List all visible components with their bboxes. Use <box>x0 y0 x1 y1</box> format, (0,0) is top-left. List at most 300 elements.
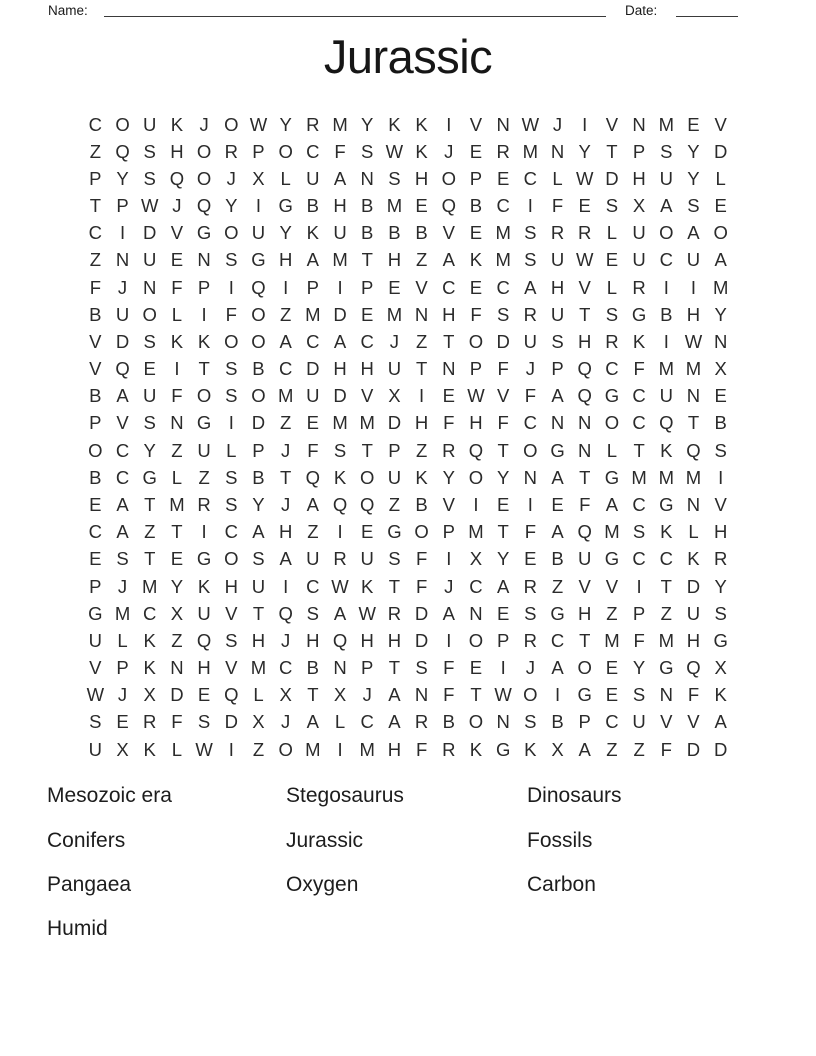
grid-cell: P <box>469 167 483 189</box>
grid-cell: V <box>170 222 184 244</box>
grid-cell: V <box>116 412 129 434</box>
grid-cell: U <box>387 466 402 488</box>
grid-cell: V <box>225 657 238 679</box>
grid-cell: A <box>714 249 727 271</box>
grid-cell: L <box>334 711 346 733</box>
grid-cell: A <box>496 575 510 597</box>
grid-cell: T <box>687 412 700 434</box>
grid-cell: A <box>660 195 673 217</box>
grid-cell: R <box>578 222 592 244</box>
grid-cell: M <box>332 113 348 135</box>
grid-cell: C <box>306 330 320 352</box>
grid-cell: E <box>361 521 374 543</box>
grid-cell: U <box>88 629 103 651</box>
grid-cell: J <box>117 575 128 597</box>
grid-cell: G <box>631 303 647 325</box>
grid-cell: W <box>575 249 594 271</box>
grid-cell: J <box>199 113 209 135</box>
grid-cell: O <box>224 548 239 570</box>
grid-cell: S <box>524 249 537 271</box>
grid-cell: Z <box>198 466 210 488</box>
grid-cell: S <box>116 548 129 570</box>
grid-cell: B <box>388 222 401 244</box>
grid-cell: V <box>469 113 483 135</box>
grid-cell: U <box>306 385 320 407</box>
grid-cell: O <box>224 113 239 135</box>
grid-cell: H <box>170 140 184 162</box>
grid-cell: O <box>468 711 484 733</box>
grid-cell: H <box>278 521 293 543</box>
grid-cell: T <box>633 439 645 461</box>
grid-cell: J <box>389 330 400 352</box>
grid-cell: E <box>605 657 619 679</box>
grid-cell: L <box>606 222 618 244</box>
name-fill-line <box>104 1 606 17</box>
grid-cell: O <box>196 167 212 189</box>
grid-cell: A <box>333 330 347 352</box>
grid-cell: V <box>89 358 102 380</box>
word-list-column <box>286 774 527 952</box>
grid-cell: U <box>197 602 211 624</box>
grid-cell: T <box>579 466 591 488</box>
grid-cell: Y <box>279 222 292 244</box>
grid-cell: I <box>582 113 588 135</box>
grid-cell: N <box>496 113 510 135</box>
grid-cell: A <box>306 711 320 733</box>
grid-cell: P <box>469 358 483 380</box>
grid-cell: B <box>660 303 673 325</box>
grid-cell: F <box>497 358 509 380</box>
grid-cell: Y <box>279 113 292 135</box>
grid-cell: Y <box>687 140 700 162</box>
grid-cell: T <box>660 575 672 597</box>
grid-cell: T <box>388 657 401 679</box>
grid-cell: Y <box>116 167 129 189</box>
grid-cell: T <box>144 548 156 570</box>
grid-cell: I <box>174 358 180 380</box>
grid-cell: S <box>197 711 211 733</box>
grid-cell: X <box>632 195 646 217</box>
grid-cell: I <box>473 493 479 515</box>
grid-cell: P <box>578 711 591 733</box>
grid-cell: H <box>197 657 211 679</box>
grid-cell: P <box>252 439 265 461</box>
grid-cell: C <box>88 113 103 135</box>
grid-cell: Z <box>388 493 401 515</box>
grid-cell: Z <box>280 303 292 325</box>
grid-cell: C <box>278 657 293 679</box>
grid-cell: A <box>524 276 537 298</box>
grid-cell: A <box>551 385 564 407</box>
grid-cell: E <box>605 249 619 271</box>
grid-cell: I <box>255 195 262 217</box>
grid-cell: J <box>525 358 535 380</box>
grid-cell: N <box>197 249 211 271</box>
grid-cell: R <box>224 140 238 162</box>
grid-cell: G <box>577 684 592 706</box>
grid-cell: D <box>251 412 266 434</box>
grid-cell: M <box>604 521 620 543</box>
grid-cell: D <box>686 575 701 597</box>
grid-cell: D <box>143 222 157 244</box>
grid-cell: Q <box>332 493 348 515</box>
grid-cell: R <box>387 602 402 624</box>
grid-cell: D <box>333 385 347 407</box>
grid-cell: W <box>521 113 540 135</box>
word-list-item: Humid <box>47 917 108 941</box>
grid-cell: G <box>604 466 620 488</box>
grid-cell: F <box>470 303 482 325</box>
grid-cell: H <box>713 521 728 543</box>
grid-cell: F <box>524 521 536 543</box>
grid-cell: A <box>306 493 320 515</box>
grid-cell: S <box>524 602 537 624</box>
grid-cell: E <box>496 167 510 189</box>
grid-cell: S <box>333 439 347 461</box>
grid-cell: U <box>143 249 157 271</box>
grid-cell: B <box>361 195 374 217</box>
grid-cell: K <box>660 521 673 543</box>
grid-cell: H <box>333 358 347 380</box>
grid-cell: R <box>523 303 538 325</box>
grid-cell: L <box>552 167 563 189</box>
grid-cell: D <box>306 358 320 380</box>
grid-cell: P <box>632 140 646 162</box>
grid-cell: A <box>687 222 700 244</box>
grid-cell: R <box>523 575 538 597</box>
grid-cell: M <box>332 249 348 271</box>
grid-cell: C <box>523 412 538 434</box>
grid-cell: Q <box>441 195 456 217</box>
grid-cell: D <box>605 167 619 189</box>
grid-cell: X <box>279 684 292 706</box>
grid-cell: Z <box>171 629 183 651</box>
grid-cell: W <box>467 385 485 407</box>
grid-cell: B <box>442 711 455 733</box>
grid-cell: E <box>714 385 727 407</box>
grid-cell: N <box>713 330 728 352</box>
grid-cell: F <box>633 358 645 380</box>
grid-cell: S <box>225 493 238 515</box>
grid-cell: E <box>469 276 483 298</box>
grid-cell: N <box>170 412 184 434</box>
grid-cell: U <box>306 548 320 570</box>
grid-cell: O <box>88 439 103 461</box>
grid-cell: G <box>142 466 157 488</box>
grid-cell: K <box>306 222 320 244</box>
grid-cell: E <box>143 358 156 380</box>
grid-cell: L <box>606 439 618 461</box>
grid-cell: T <box>415 358 428 380</box>
grid-cell: M <box>277 385 294 407</box>
grid-cell: Y <box>496 466 510 488</box>
grid-cell: K <box>469 249 483 271</box>
grid-cell: S <box>687 195 700 217</box>
grid-cell: K <box>197 575 211 597</box>
grid-cell: I <box>527 493 533 515</box>
word-list-column <box>527 774 622 952</box>
grid-cell: Q <box>305 466 321 488</box>
grid-cell: O <box>577 657 592 679</box>
grid-cell: E <box>170 548 184 570</box>
grid-cell: U <box>578 548 592 570</box>
grid-cell: N <box>414 303 429 325</box>
grid-cell: M <box>522 140 539 162</box>
grid-cell: N <box>550 140 565 162</box>
grid-cell: E <box>714 195 727 217</box>
grid-cell: F <box>443 657 455 679</box>
grid-cell: F <box>171 276 183 298</box>
grid-cell: M <box>631 466 647 488</box>
grid-cell: P <box>89 167 102 189</box>
grid-cell: G <box>550 602 565 624</box>
grid-cell: C <box>632 548 646 570</box>
grid-cell: L <box>171 738 183 760</box>
grid-cell: A <box>578 738 591 760</box>
grid-cell: V <box>714 113 727 135</box>
grid-cell: R <box>523 629 538 651</box>
grid-cell: Q <box>251 276 266 298</box>
grid-cell: H <box>578 602 592 624</box>
grid-cell: U <box>251 222 266 244</box>
grid-cell: R <box>414 711 429 733</box>
grid-cell: E <box>469 140 483 162</box>
grid-cell: T <box>443 330 455 352</box>
grid-cell: U <box>550 303 565 325</box>
grid-cell: M <box>305 738 321 760</box>
grid-cell: Q <box>360 493 375 515</box>
grid-cell: S <box>225 629 238 651</box>
grid-cell: K <box>170 330 184 352</box>
grid-cell: U <box>143 113 157 135</box>
word-list-item: Stegosaurus <box>286 784 404 808</box>
grid-cell: G <box>495 738 511 760</box>
grid-cell: W <box>195 738 213 760</box>
grid-cell: J <box>525 657 535 679</box>
grid-cell: M <box>386 195 403 217</box>
grid-cell: S <box>496 303 510 325</box>
grid-cell: L <box>715 167 726 189</box>
grid-cell: O <box>468 330 484 352</box>
grid-cell: V <box>442 493 455 515</box>
grid-cell: A <box>605 493 619 515</box>
grid-cell: A <box>442 249 455 271</box>
grid-cell: K <box>333 466 347 488</box>
grid-cell: Z <box>171 439 183 461</box>
grid-cell: E <box>306 412 320 434</box>
grid-cell: A <box>388 711 401 733</box>
grid-cell: C <box>496 276 510 298</box>
grid-cell: O <box>224 222 239 244</box>
grid-cell: M <box>169 493 185 515</box>
grid-cell: P <box>442 521 455 543</box>
grid-cell: H <box>414 167 429 189</box>
grid-cell: F <box>579 493 591 515</box>
grid-cell: U <box>251 575 266 597</box>
grid-cell: K <box>143 657 156 679</box>
grid-cell: X <box>714 358 727 380</box>
grid-cell: E <box>89 548 102 570</box>
grid-cell: Q <box>332 629 348 651</box>
grid-cell: M <box>495 249 511 271</box>
grid-cell: F <box>171 385 183 407</box>
grid-cell: Y <box>252 493 265 515</box>
grid-cell: P <box>632 602 646 624</box>
grid-cell: I <box>527 195 533 217</box>
grid-cell: T <box>470 684 482 706</box>
grid-cell: Q <box>196 195 212 217</box>
grid-cell: K <box>197 330 211 352</box>
grid-cell: E <box>415 195 428 217</box>
grid-cell: I <box>201 303 207 325</box>
grid-cell: I <box>419 385 425 407</box>
grid-cell: K <box>170 113 184 135</box>
grid-cell: U <box>143 385 157 407</box>
grid-cell: I <box>228 738 234 760</box>
grid-cell: N <box>659 684 673 706</box>
grid-cell: O <box>196 385 212 407</box>
grid-cell: M <box>658 466 674 488</box>
grid-cell: I <box>446 113 452 135</box>
grid-cell: I <box>690 276 697 298</box>
word-list-column <box>47 774 286 952</box>
grid-cell: M <box>305 303 321 325</box>
grid-cell: J <box>552 113 563 135</box>
grid-cell: M <box>712 276 729 298</box>
grid-cell: C <box>88 521 103 543</box>
grid-cell: K <box>415 466 428 488</box>
grid-cell: O <box>196 140 212 162</box>
grid-cell: H <box>387 629 402 651</box>
grid-cell: V <box>660 711 673 733</box>
grid-cell: F <box>334 140 346 162</box>
grid-cell: C <box>632 385 646 407</box>
grid-cell: C <box>632 412 646 434</box>
grid-cell: P <box>551 358 564 380</box>
grid-cell: A <box>551 657 564 679</box>
grid-cell: Z <box>307 521 319 543</box>
grid-cell: U <box>387 358 402 380</box>
grid-cell: C <box>550 629 565 651</box>
grid-cell: U <box>659 385 673 407</box>
grid-cell: O <box>523 684 538 706</box>
grid-cell: M <box>468 521 484 543</box>
grid-cell: C <box>278 358 293 380</box>
grid-cell: P <box>361 657 374 679</box>
grid-cell: W <box>684 330 703 352</box>
grid-cell: B <box>551 548 564 570</box>
grid-cell: F <box>89 276 101 298</box>
grid-cell: C <box>306 575 320 597</box>
grid-cell: J <box>444 140 454 162</box>
grid-cell: W <box>494 684 512 706</box>
grid-cell: X <box>143 684 156 706</box>
grid-cell: K <box>714 684 727 706</box>
grid-cell: L <box>117 629 128 651</box>
grid-cell: U <box>306 167 320 189</box>
header <box>0 0 816 22</box>
grid-cell: W <box>86 684 105 706</box>
grid-cell: R <box>442 439 456 461</box>
grid-cell: K <box>143 738 156 760</box>
grid-cell: K <box>388 113 401 135</box>
grid-cell: P <box>306 276 320 298</box>
grid-cell: F <box>497 412 509 434</box>
grid-cell: R <box>197 493 211 515</box>
grid-cell: J <box>172 195 182 217</box>
grid-cell: R <box>143 711 157 733</box>
grid-cell: H <box>442 303 456 325</box>
grid-cell: H <box>387 249 402 271</box>
grid-cell: B <box>89 303 102 325</box>
grid-cell: S <box>143 140 156 162</box>
grid-cell: E <box>361 303 374 325</box>
word-list-item: Carbon <box>527 872 596 896</box>
grid-cell: Z <box>633 738 645 760</box>
grid-cell: Q <box>278 602 293 624</box>
grid-cell: T <box>144 493 156 515</box>
grid-cell: Y <box>496 548 510 570</box>
grid-cell: G <box>251 249 266 271</box>
grid-cell: Y <box>714 303 727 325</box>
grid-cell: Z <box>252 738 265 760</box>
grid-cell: G <box>196 548 212 570</box>
grid-cell: A <box>388 684 401 706</box>
grid-cell: C <box>143 602 157 624</box>
grid-cell: D <box>170 684 184 706</box>
grid-cell: P <box>89 412 102 434</box>
name-label: Name: <box>48 3 88 18</box>
grid-cell: A <box>442 602 455 624</box>
grid-cell: B <box>551 711 564 733</box>
grid-cell: M <box>359 412 375 434</box>
grid-cell: S <box>714 602 727 624</box>
grid-cell: K <box>143 629 156 651</box>
word-list-item: Jurassic <box>286 828 364 852</box>
grid-cell: B <box>306 657 320 679</box>
grid-cell: H <box>333 195 347 217</box>
grid-cell: A <box>116 521 129 543</box>
grid-cell: N <box>143 276 157 298</box>
grid-cell: A <box>116 385 129 407</box>
grid-cell: P <box>388 439 401 461</box>
grid-cell: G <box>196 412 212 434</box>
grid-cell: H <box>686 303 701 325</box>
grid-cell: I <box>636 575 642 597</box>
grid-cell: S <box>143 412 156 434</box>
grid-cell: C <box>659 548 673 570</box>
grid-cell: Z <box>415 249 428 271</box>
grid-cell: V <box>89 657 102 679</box>
grid-cell: B <box>469 195 483 217</box>
grid-cell: R <box>550 222 565 244</box>
grid-cell: S <box>714 439 727 461</box>
grid-cell: H <box>251 629 266 651</box>
grid-cell: W <box>358 602 376 624</box>
grid-cell: M <box>142 575 158 597</box>
grid-cell: Q <box>686 657 701 679</box>
grid-cell: J <box>117 276 128 298</box>
grid-cell: S <box>306 602 320 624</box>
grid-cell: H <box>306 629 320 651</box>
grid-cell: C <box>360 330 374 352</box>
grid-cell: V <box>687 711 700 733</box>
grid-cell: I <box>119 222 126 244</box>
grid-cell: K <box>687 548 700 570</box>
grid-cell: M <box>658 113 674 135</box>
grid-cell: W <box>331 575 349 597</box>
grid-cell: S <box>605 195 619 217</box>
